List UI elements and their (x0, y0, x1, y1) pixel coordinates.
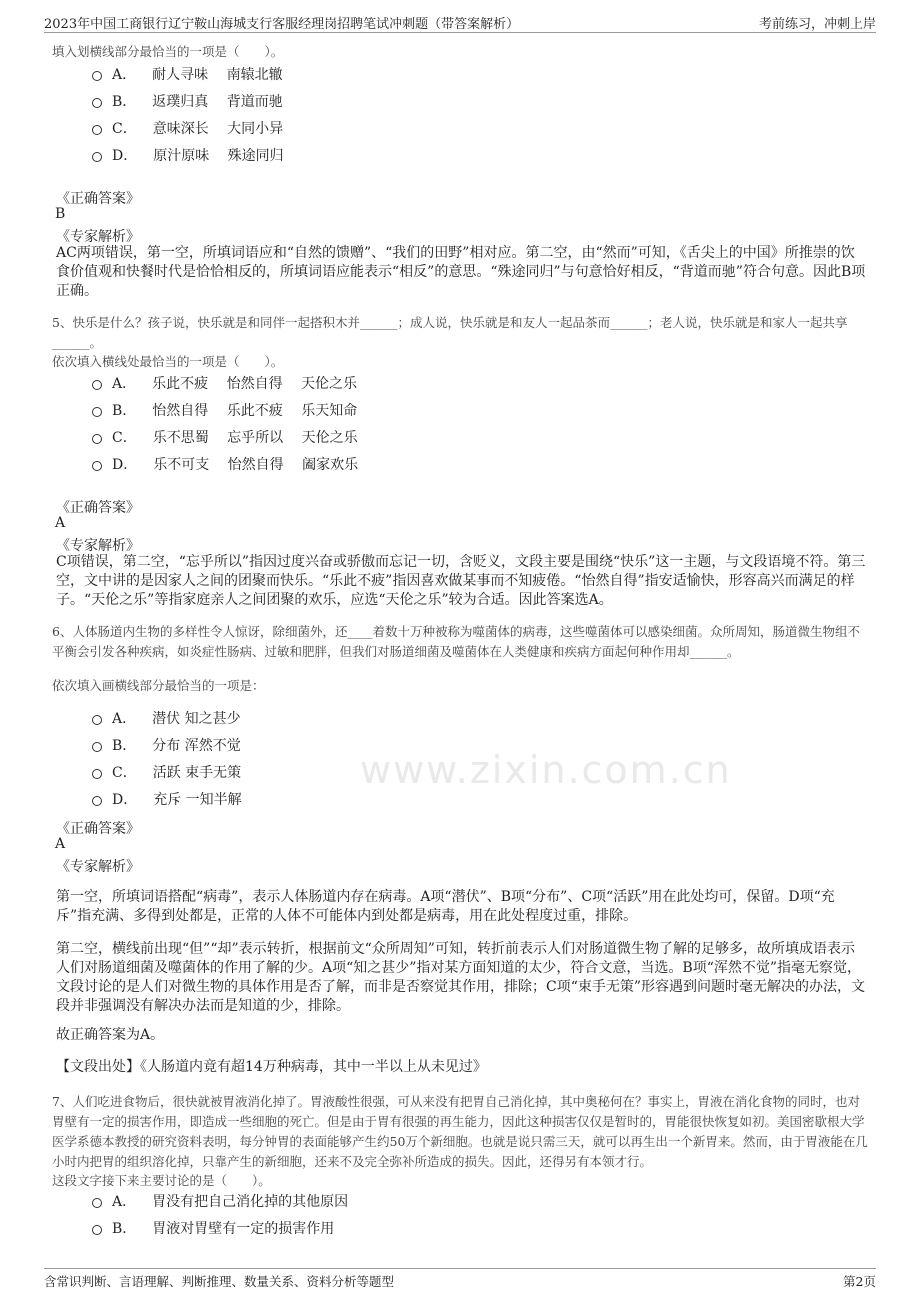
radio-icon[interactable] (92, 125, 102, 135)
q5-stem: 5、快乐是什么？孩子说，快乐就是和同伴一起搭积木并______；成人说，快乐就是和友人一起品茶而______；老人说，快乐就是和家人一起共享______。 (52, 315, 848, 350)
q6-option-d[interactable]: D． 充斥 一知半解 (92, 789, 242, 809)
radio-icon[interactable] (92, 742, 102, 752)
radio-icon[interactable] (92, 152, 102, 162)
radio-icon[interactable] (92, 407, 102, 417)
radio-icon[interactable] (92, 461, 102, 471)
q6-option-a[interactable]: A． 潜伏 知之甚少 (92, 708, 241, 728)
document-title: 2023年中国工商银行辽宁鞍山海城支行客服经理岗招聘笔试冲刺题（带答案解析） (44, 17, 520, 32)
q6-answer-title: 《正确答案》 (56, 821, 140, 837)
q4-option-a[interactable]: A． 耐人寻味 南辕北辙 (92, 64, 283, 84)
page-header (0, 0, 920, 30)
q5-answer-title: 《正确答案》 (56, 500, 140, 516)
radio-icon[interactable] (92, 434, 102, 444)
q6-analysis-p1: 第一空，所填词语搭配“病毒”，表示人体肠道内存在病毒。A项“潜伏”、B项“分布”、C项“活跃”用在此处均可，保留。D项“充斥”指充满、多得到处都是，正常的人体不可能体内到处都是病毒，用在此处程度过重，排除。 (56, 889, 835, 924)
page-number: 第2页 (843, 1274, 876, 1289)
q4-option-d[interactable]: D． 原汁原味 殊途同归 (92, 145, 284, 165)
q6-source: 【文段出处】《人肠道内竟有超14万种病毒，其中一半以上从未见过》 (56, 1059, 487, 1075)
q4-option-b[interactable]: B． 返璞归真 背道而驰 (92, 91, 283, 111)
q5-analysis-title: 《专家解析》 (56, 538, 140, 554)
footer-description: 含常识判断、言语理解、判断推理、数量关系、资料分析等题型 (44, 1274, 395, 1289)
q4-stem: 填入划横线部分最恰当的一项是（ ）。 (52, 44, 284, 59)
radio-icon[interactable] (92, 98, 102, 108)
q7-prompt: 这段文字接下来主要讨论的是（ ）。 (52, 1173, 271, 1188)
radio-icon[interactable] (92, 1225, 102, 1235)
q6-prompt: 依次填入画横线部分最恰当的一项是： (52, 678, 265, 693)
q4-analysis: AC两项错误，第一空，所填词语应和“自然的馈赠”、“我们的田野”相对应。第二空，由“然而”可知，《舌尖上的中国》所推崇的饮食价值观和快餐时代是恰恰相反的，所填词语应能表示“相反”的意思。“殊途同归”与句意恰好相反，“背道而驰”符合句意。因此B项正确。 (56, 245, 866, 299)
q5-option-a[interactable]: A． 乐此不疲 怡然自得 天伦之乐 (92, 373, 357, 393)
q5-option-c[interactable]: C． 乐不思蜀 忘乎所以 天伦之乐 (92, 427, 358, 447)
q7-option-a[interactable]: A． 胃没有把自己消化掉的其他原因 (92, 1191, 348, 1211)
q4-answer-title: 《正确答案》 (56, 191, 140, 207)
q6-analysis-p3: 故正确答案为A。 (56, 1027, 165, 1043)
q7-option-b[interactable]: B． 胃液对胃壁有一定的损害作用 (92, 1218, 334, 1238)
q6-option-b[interactable]: B． 分布 浑然不觉 (92, 735, 241, 755)
radio-icon[interactable] (92, 1198, 102, 1208)
q4-option-c[interactable]: C． 意味深长 大同小异 (92, 118, 283, 138)
header-slogan: 考前练习，冲刺上岸 (758, 17, 876, 32)
radio-icon[interactable] (92, 71, 102, 81)
q6-analysis-title: 《专家解析》 (56, 859, 140, 875)
header-divider (44, 32, 876, 33)
q6-analysis-p2: 第二空，横线前出现“但”“却”表示转折，根据前文“众所周知”可知，转折前表示人们对肠道微生物了解的足够多，故所填成语表示人们对肠道细菌及噬菌体的作用了解的少。A项“知之甚少”指对某方面知道的太少，符合文意，当选。B项“浑然不觉”指毫无察觉，文段讨论的是人们对微生物的具体作用是否了解，而非是否察觉其作用，排除；C项“束手无策”形容遇到问题时毫无解决的办法，文段并非强调没有解决办法而是知道的少，排除。 (56, 941, 866, 1014)
footer-divider (44, 1268, 876, 1269)
radio-icon[interactable] (92, 796, 102, 806)
q4-analysis-title: 《专家解析》 (56, 229, 140, 245)
q5-answer: A (55, 515, 66, 531)
q6-option-c[interactable]: C． 活跃 束手无策 (92, 762, 241, 782)
q6-answer: A (55, 836, 66, 852)
radio-icon[interactable] (92, 380, 102, 390)
q5-option-b[interactable]: B． 怡然自得 乐此不疲 乐天知命 (92, 400, 357, 420)
q4-answer: B (55, 206, 66, 222)
radio-icon[interactable] (92, 715, 102, 725)
watermark: www.zixin.com.cn (360, 748, 732, 792)
q7-stem: 7、人们吃进食物后，很快就被胃液消化掉了。胃液酸性很强，可从来没有把胃自己消化掉，其中奥秘何在？事实上，胃液在消化食物的同时，也对胃壁有一定的损害作用，即造成一些细胞的死亡。但是由于胃有很强的再生能力，因此这种损害仅仅是暂时的，胃能很快恢复如初。美国密歇根大学医学系德本教授的研究资料表明，每分钟胃的表面能够产生约50万个新细胞。也就是说只需三天，就可以再生出一个新胃来。然而，由于胃液能在几小时内把胃的组织溶化掉，只靠产生的新细胞，还来不及完全弥补所造成的损失。因此，还得另有本领才行。 (52, 1094, 868, 1169)
q5-analysis: C项错误，第二空，“忘乎所以”指因过度兴奋或骄傲而忘记一切，含贬义，文段主要是围绕“快乐”这一主题，与文段语境不符。第三空，文中讲的是因家人之间的团聚而快乐。“乐此不疲”指因喜欢做某事而不知疲倦。“怡然自得”指安适愉快，形容高兴而满足的样子。“天伦之乐”等指家庭亲人之间团聚的欢乐，应选“天伦之乐”较为合适。因此答案选A。 (56, 554, 866, 608)
radio-icon[interactable] (92, 769, 102, 779)
q5-prompt: 依次填入横线处最恰当的一项是（ ）。 (52, 354, 284, 369)
q5-option-d[interactable]: D． 乐不可支 怡然自得 阖家欢乐 (92, 454, 358, 474)
q6-stem: 6、人体肠道内生物的多样性令人惊讶，除细菌外，还____着数十万种被称为噬菌体的病毒，这些噬菌体可以感染细菌。众所周知，肠道微生物组不平衡会引发各种疾病，如炎症性肠病、过敏和肥胖，但我们对肠道细菌及噬菌体在人类健康和疾病方面起何种作用却______。 (52, 624, 860, 659)
